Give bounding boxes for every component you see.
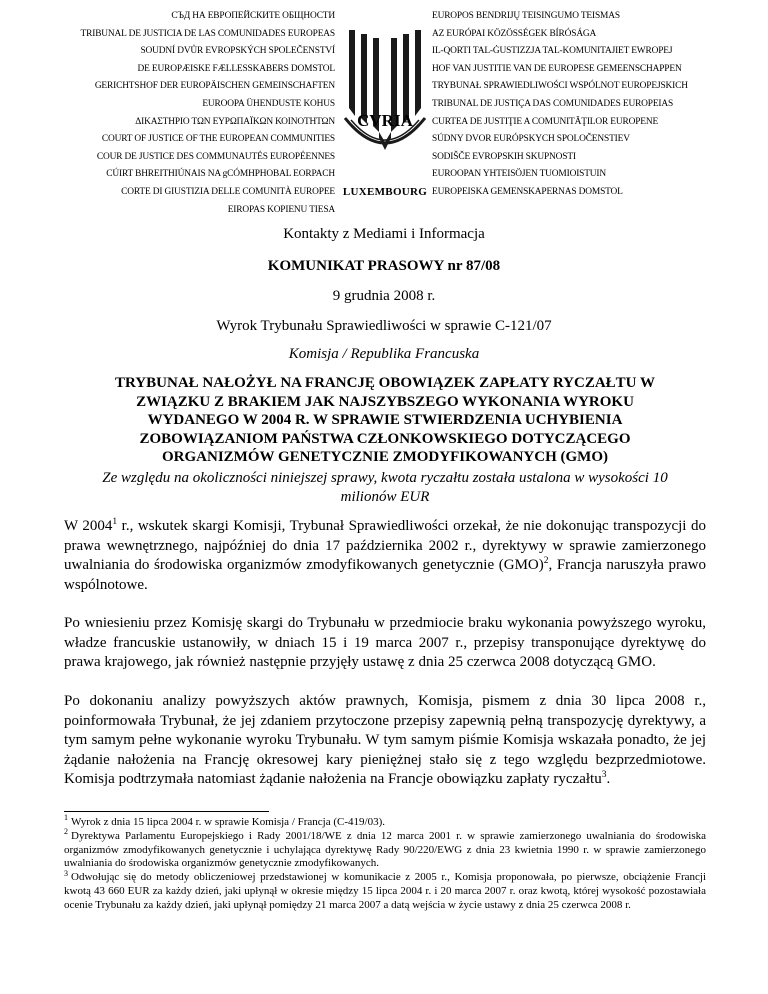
footnote-ref: 3 [601, 770, 607, 780]
paragraph-text: Po dokonaniu analizy powyższych aktów prawnych, Komisja, pismem z dnia 30 lipca 2008 r., poinformowała Trybunał, że jej zdaniem przytoczone przepisy zapewnią pełną transpozycję dyrektywy, a tym samym pełne wykonanie wyroku Trybunału. W tym samym piśmie Komisja wskazała ponadto, że jej żądanie nałożenia na Francję okresowej kary pieniężnej stało się z tego względu bezprzedmiotowe. Komisja podtrzymała natomiast żądanie nałożenia na Francje obowiązku zapłaty ryczałtu [64, 693, 706, 787]
paragraph-text: W 2004 [64, 518, 113, 534]
paragraph-3 [64, 692, 706, 790]
court-name-line: EIROPAS KOPIENU TIESA [227, 204, 335, 215]
court-names-left [50, 8, 335, 219]
court-name-line: CÚIRT BHREITHIÚNAIS NA gCÓMHPHOBAL EORPACH [106, 169, 335, 180]
court-name-line: GERICHTSHOF DER EUROPÄISCHEN GEMEINSCHAFTEN [94, 81, 335, 92]
court-name-line: EUROOPA ÜHENDUSTE KOHUS [202, 98, 335, 109]
court-names-right [432, 8, 732, 202]
department: Kontakty z Mediami i Informacja [283, 226, 485, 242]
footnote-ref: 2 [543, 556, 549, 566]
footnotes [64, 813, 706, 913]
curia-logo [335, 28, 435, 198]
footnote-divider [64, 811, 269, 812]
court-name-line: TRYBUNAŁ SPRAWIEDLIWOŚCI WSPÓLNOT EUROPEJSKICH [432, 81, 688, 92]
court-name-line: COUR DE JUSTICE DES COMMUNAUTÉS EUROPÉENNES [96, 151, 335, 162]
logo-city: LUXEMBOURG [342, 186, 428, 198]
case-reference: Wyrok Trybunału Sprawiedliwości w sprawie C-121/07 [216, 318, 552, 334]
footnote-2 [64, 827, 706, 871]
court-name-line: HOF VAN JUSTITIE VAN DE EUROPESE GEMEENSCHAPPEN [432, 63, 682, 74]
court-name-line: TRIBUNAL DE JUSTIÇA DAS COMUNIDADES EUROPEIAS [432, 98, 674, 109]
footnote-number: 1 [64, 813, 68, 823]
paragraph-text: , Francja naruszyła prawo wspólnotowe. [64, 557, 706, 593]
court-name-line: ΔΙΚΑΣΤΗΡΙΟ ΤΩΝ ΕΥΡΩΠΑΪΚΩΝ ΚΟΙΝΟΤΗΤΩΝ [135, 116, 335, 127]
court-name-line: SODIŠČE EVROPSKIH SKUPNOSTI [432, 151, 576, 162]
court-name-line: SOUDNÍ DVŮR EVROPSKÝCH SPOLEČENSTVÍ [140, 46, 335, 57]
footnote-3 [64, 868, 706, 912]
court-name-line: CURTEA DE JUSTIŢIE A COMUNITĂŢILOR EUROPENE [432, 116, 659, 127]
court-name-line: TRIBUNAL DE JUSTICIA DE LAS COMUNIDADES EUROPEAS [80, 28, 335, 39]
paragraph-text: r., wskutek skargi Komisji, Trybunał Sprawiedliwości orzekał, że nie dokonując transpozycji do prawa wewnętrznego, najpóźniej do dnia 17 października 2002 r., dyrektywy w sprawie zamierzonego uwalniania do środowiska organizmów zmodyfikowanych genetycznie (GMO) [64, 518, 706, 573]
headline: TRYBUNAŁ NAŁOŻYŁ NA FRANCJĘ OBOWIĄZEK ZAPŁATY RYCZAŁTU W ZWIĄZKU Z BRAKIEM JAK NAJSZYBSZEGO WYKONANIA WYROKU WYDANEGO W 2004 R. W SPRAWIE STWIERDZENIA UCHYBIENIA ZOBOWIĄZANIOM PAŃSTWA CZŁONKOWSKIEGO DOTYCZĄCEGO ORGANIZMÓW GENETYCZNIE ZMODYFIKOWANYCH (GMO) [115, 375, 655, 465]
footnote-text: Dyrektywa Parlamentu Europejskiego i Rady 2001/18/WE z dnia 12 marca 2001 r. w sprawie zamierzonego uwalniania do środowiska organizmów zmodyfikowanych genetycznie i uchylająca dyrektywę Rady 90/220/EWG z dnia 23 kwietnia 1990 r. w sprawie zamierzonego uwalniania do środowiska organizmów genetycznie zmodyfikowanych. [64, 829, 706, 870]
paragraph-2: Po wniesieniu przez Komisję skargi do Trybunału w przedmiocie braku wykonania powyższego wyroku, władze francuskie ustanowiły, w dniach 15 i 19 marca 2007 r., przepisy transponujące dyrektywę do prawa krajowego, jak również następnie przyjęły ustawę z dnia 25 czerwca 2008 dotyczącą GMO. [64, 615, 706, 670]
footnote-text: Odwołując się do metody obliczeniowej przedstawionej w komunikacie z 2005 r., Komisja proponowała, po pierwsze, obciążenie Francji kwotą 43 660 EUR za każdy dzień, jaki upłynął w okresie między 15 lipca 2004 r. i 20 marca 2007 r. oraz kwotą, której wysokość pozostawiała ocenie Trybunału za każdy dzień, jaki upłynął pomiędzy 21 marca 2007 a datą wejścia w życie ustawy z dnia 25 czerwca 2008 r. [64, 871, 706, 911]
court-name-line: AZ EURÓPAI KÖZÖSSÉGEK BÍRÓSÁGA [432, 28, 597, 39]
curia-emblem-icon [335, 28, 435, 178]
footnote-number: 2 [64, 827, 68, 837]
paragraph-1 [64, 517, 706, 595]
release-date: 9 grudnia 2008 r. [332, 288, 436, 304]
paragraph-text: . [606, 771, 611, 787]
footnote-number: 3 [64, 868, 68, 878]
court-name-line: CORTE DI GIUSTIZIA DELLE COMUNITÀ EUROPEE [121, 186, 335, 197]
court-name-line: IL-QORTI TAL-ĠUSTIZZJA TAL-KOMUNITAJIET EWROPEJ [432, 46, 673, 57]
footnote-ref: 1 [112, 517, 118, 527]
press-release-number: KOMUNIKAT PRASOWY nr 87/08 [267, 258, 501, 274]
subheadline: Ze względu na okoliczności niniejszej sprawy, kwota ryczałtu została ustalona w wysokości 10 milionów EUR [102, 470, 668, 505]
court-name-line: DE EUROPÆISKE FÆLLESSKABERS DOMSTOL [137, 63, 335, 74]
court-name-line: SÚDNY DVOR EURÓPSKYCH SPOLOČENSTIEV [432, 134, 630, 145]
footnote-text: Wyrok z dnia 15 lipca 2004 r. w sprawie Komisja / Francja (C-419/03). [71, 816, 385, 828]
court-name-line: EUROPOS BENDRIJŲ TEISINGUMO TEISMAS [432, 11, 620, 21]
footnote-1 [64, 813, 706, 830]
court-name-line: COURT OF JUSTICE OF THE EUROPEAN COMMUNITIES [101, 134, 335, 145]
court-name-line: EUROPEISKA GEMENSKAPERNAS DOMSTOL [432, 186, 623, 197]
court-name-line: СЪД НА ЕВРОПЕЙСКИТЕ ОБЩНОСТИ [171, 11, 335, 21]
logo-text: CVRIA [357, 111, 413, 130]
case-parties: Komisja / Republika Francuska [288, 346, 480, 362]
court-name-line: EUROOPAN YHTEISÖJEN TUOMIOISTUIN [432, 169, 607, 180]
